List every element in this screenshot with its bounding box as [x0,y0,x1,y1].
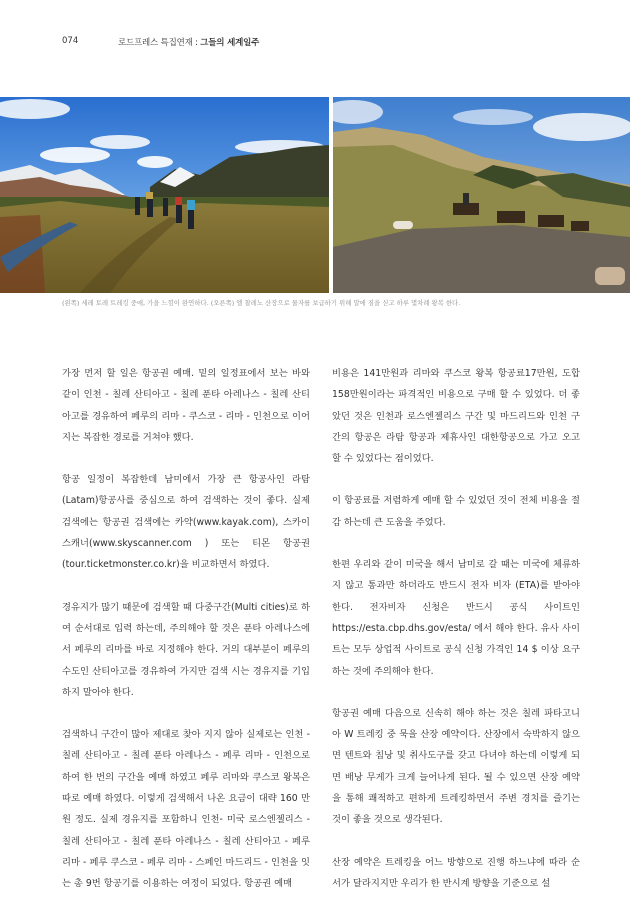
body-column-left [62,363,310,916]
horse-packing-photo [333,97,630,293]
body-paragraph: 비용은 141만원과 리마와 쿠스코 왕복 항공료17만원, 도합 158만원이라는 파격적인 비용으로 구매 할 수 있었다. 더 좋았던 것은 인천과 로스엔젤리스 구간 및 마드리드와 인천 구간의 항공은 라탐 항공과 제휴사인 대한항공으로 가고 오고 할 수 있었다는 점이었다. [332,368,580,465]
body-paragraph: 한편 우리와 같이 미국을 해서 남미로 갈 때는 미국에 체류하지 않고 통과만 하더라도 반드시 전자 비자 (ETA)를 받아야 한다. 전자비자 신청은 반드시 공식 사이트인 https://esta.cbp.dhs.gov/esta/ 에서 해야 한다. 유사 사이트는 모두 상업적 사이트로 공식 신청 가격인 14 $ 이상 요구하는 것에 주의해야 한다. [332,559,580,677]
series-title: 그들의 세계일주 [200,38,260,48]
trekking-photo-illustration [0,97,329,293]
body-column-right [332,363,580,915]
body-paragraph: 가장 먼저 할 일은 항공권 예매. 밑의 일정표에서 보는 바와 같이 인천 - 칠레 산티아고 - 칠레 푼타 아레나스 - 칠레 산티아고를 경유하여 페루의 리마 - 쿠스코 - 리마 - 인천으로 이어지는 복잡한 경로를 거쳐야 했다. [62,368,310,443]
body-paragraph: 항공권 예매 다음으로 신속히 해야 하는 것은 칠레 파타고니아 W 트레킹 중 묵을 산장 예약이다. 산장에서 숙박하지 않으면 텐트와 침낭 및 취사도구를 갖고 다녀야 하는데 이렇게 되면 배낭 무게가 크게 늘어나게 된다. 될 수 있으면 산장 예약을 통해 쾌적하고 편하게 트레킹하면서 주변 경치를 즐기는 것이 좋을 것으로 생각된다. [332,707,580,826]
page-header [62,36,590,50]
body-paragraph: 경유지가 많기 때문에 검색할 때 다중구간(Multi cities)로 하여 순서대로 입력 하는데, 주의해야 할 것은 푼타 아레나스에서 페루의 리마를 바로 지정해야 한다. 거의 대부분이 페루의 수도인 산티아고를 경유하여 가지만 검색 시는 경유지를 기입하지 말아야 한다. [62,601,310,698]
body-paragraph: 항공 일정이 복잡한데 남미에서 가장 큰 항공사인 라탐(Latam)항공사를 중심으로 하여 검색하는 것이 좋다. 실제 검색에는 항공권 검색에는 카약(www.kayak.com), 스카이 스캐너(www.skyscanner.com ) 또는 티몬 항공권(tour.ticketmonster.co.kr)을 비교하면서 하였다. [62,474,310,571]
patagonia-trekking-photo [0,97,329,293]
page-number: 074 [62,36,79,46]
series-prefix: 로드프레스 특집연재 : [118,38,201,48]
photo-caption: (왼쪽) 세레 토레 트레킹 중에, 가을 느낌이 완연하다. (오른쪽) 엘 찰레노 산장으로 물자를 보급하기 위해 말에 짐을 싣고 하루 몇차례 왕복 한다. [62,299,461,307]
body-paragraph: 검색하니 구간이 많아 제대로 찾아 지지 않아 실제로는 인천 - 칠레 산티아고 - 칠레 푼타 아레나스 - 페루 리마 - 인천으로 하여 한 번의 구간을 예매 하였고 페루 리마와 쿠스코 왕복은 따로 예매 하였다. 이렇게 검색해서 나온 요금이 대략 160 만원 정도. 실제 경유지를 포함하니 인천- 미국 로스엔젤리스 - 칠레 산티아고 - 칠레 푼타 아레나스 - 칠레 산티아고 - 페루 리마 - 페루 쿠스코 - 페루 리마 - 스페인 마드리드 - 인천을 잇는 총 9번 항공기를 이용하는 여정이 되었다. 항공권 예매 [62,729,310,890]
photo-strip [0,97,630,293]
horse-photo-illustration [333,97,630,293]
body-paragraph: 이 항공료를 저렴하게 예매 할 수 있었던 것이 전체 비용을 절감 하는데 큰 도움을 주었다. [332,495,580,528]
series-label [118,36,259,48]
body-paragraph: 산장 예약은 트레킹을 어느 방향으로 진행 하느냐에 따라 순서가 달라지지만 우리가 한 반시계 방향을 기준으로 설 [332,856,580,889]
